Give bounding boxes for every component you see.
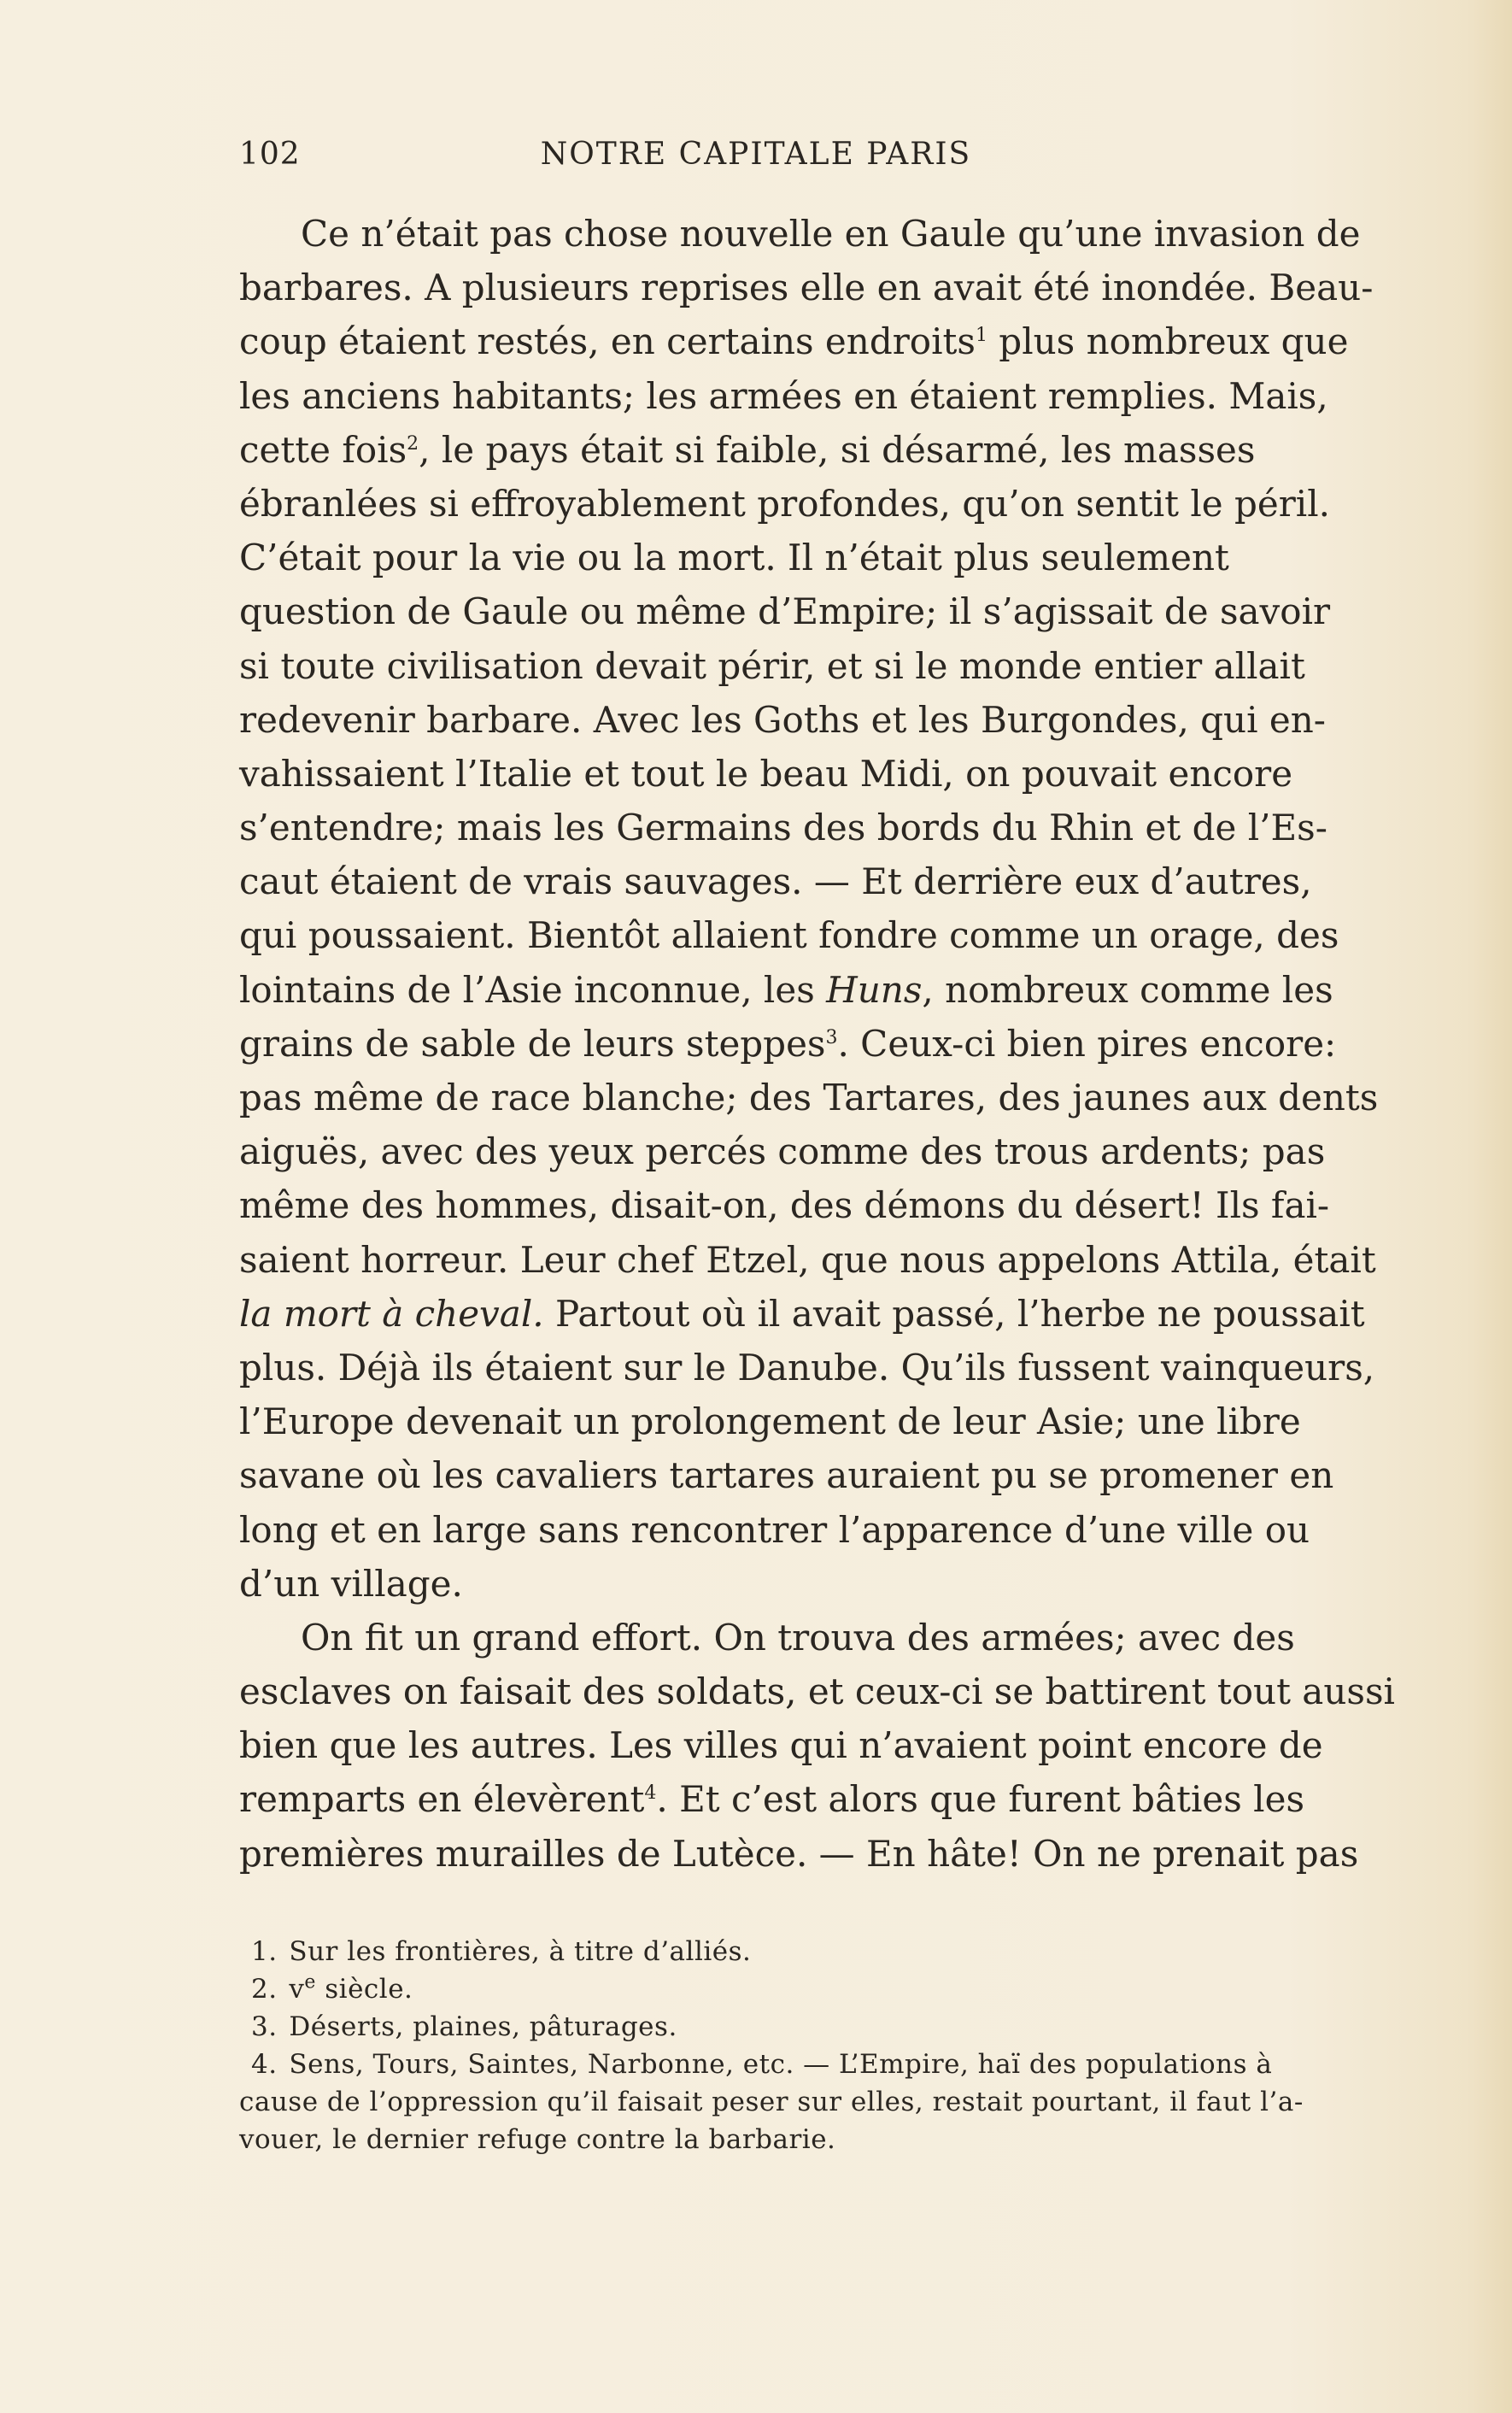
text-line: plus. Déjà ils étaient sur le Danube. Qu’ils fussent vainqueurs, [239,1346,1375,1389]
text-line: bien que les autres. Les villes qui n’avaient point encore de [239,1724,1323,1767]
text-line: barbares. A plusieurs reprises elle en avait été inondée. Beau- [239,267,1374,309]
text-line: aiguës, avec des yeux percés comme des trous ardents; pas [239,1130,1326,1173]
text-line: remparts en élevèrent$^4$. Et c’est alors que furent bâties les [239,1778,1305,1821]
footnote-4: 4. Sens, Tours, Saintes, Narbonne, etc. — L’Empire, haï des populations à [251,2049,1273,2080]
italic-term: Huns [826,968,923,1011]
text-line: savane où les cavaliers tartares auraient pu se promener en [239,1454,1334,1497]
text-line: vahissaient l’Italie et tout le beau Midi, on pouvait encore [239,752,1293,795]
text-line: long et en large sans rencontrer l’apparence d’une ville ou [239,1508,1310,1551]
text-line: Ce n’était pas chose nouvelle en Gaule qu’une invasion de [301,213,1361,255]
text-line: ébranlées si effroyablement profondes, qu’on sentit le péril. [239,482,1331,525]
italic-phrase: la mort à cheval. [239,1292,544,1335]
running-title: NOTRE CAPITALE PARIS [540,137,972,172]
footnotes [239,1933,1371,2158]
footnote-1: 1. Sur les frontières, à titre d’alliés. [251,1936,752,1967]
text-line: saient horreur. Leur chef Etzel, que nous appelons Attila, était [239,1238,1376,1281]
text-line: la mort à cheval. Partout où il avait passé, l’herbe ne poussait [239,1287,1371,1341]
text-line: question de Gaule ou même d’Empire; il s’agissait de savoir [239,590,1331,633]
text-line: si toute civilisation devait périr, et si le monde entier allait [239,644,1305,687]
text-line: redevenir barbare. Avec les Goths et les Burgondes, qui en- [239,698,1326,741]
text-line: cette fois$^2$, le pays était si faible, si désarmé, les masses [239,428,1256,471]
note-ref: 3 [825,1026,838,1048]
note-ref: 2 [407,432,419,455]
page-header [239,137,1375,188]
text-line: s’entendre; mais les Germains des bords du Rhin et de l’Es- [239,807,1327,849]
text-line: qui poussaient. Bientôt allaient fondre comme un orage, des [239,914,1339,957]
footnote-4-continued: cause de l’oppression qu’il faisait peser sur elles, restait pourtant, il faut l’a- [239,2087,1304,2117]
text-line: grains de sable de leurs steppes$^3$. Ceux-ci bien pires encore: [239,1022,1337,1065]
text-line: les anciens habitants; les armées en étaient remplies. Mais, [239,374,1328,417]
footnote-4-continued: vouer, le dernier refuge contre la barbarie. [239,2124,836,2155]
note-ref: 1 [975,325,987,347]
text-line: pas même de race blanche; des Tartares, des jaunes aux dents [239,1077,1379,1118]
text-line: coup étaient restés, en certains endroits$^1$ plus nombreux que [239,320,1349,363]
text-line: caut étaient de vrais sauvages. — Et derrière eux d’autres, [239,860,1312,903]
page-number: 102 [239,137,301,172]
text-line: d’un village. [239,1562,463,1605]
text-line: même des hommes, disait-on, des démons du désert! Ils fai- [239,1184,1330,1227]
text-line: l’Europe devenait un prolongement de leur Asie; une libre [239,1400,1301,1443]
text-line: lointains de l’Asie inconnue, les Huns, nombreux comme les [239,963,1371,1017]
footnote-2: 2. $v^e$ siècle. [251,1971,413,2005]
footnote-3: 3. Déserts, plaines, pâturages. [251,2011,677,2042]
body-text [239,207,1395,1881]
text-line: On fit un grand effort. On trouva des armées; avec des [301,1616,1295,1659]
note-ref: 4 [644,1782,657,1805]
text-line: esclaves on faisait des soldats, et ceux-ci se battirent tout aussi [239,1670,1395,1713]
text-line: premières murailles de Lutèce. — En hâte! On ne prenait pas [239,1832,1359,1875]
text-line: C’était pour la vie ou la mort. Il n’était plus seulement [239,537,1229,579]
